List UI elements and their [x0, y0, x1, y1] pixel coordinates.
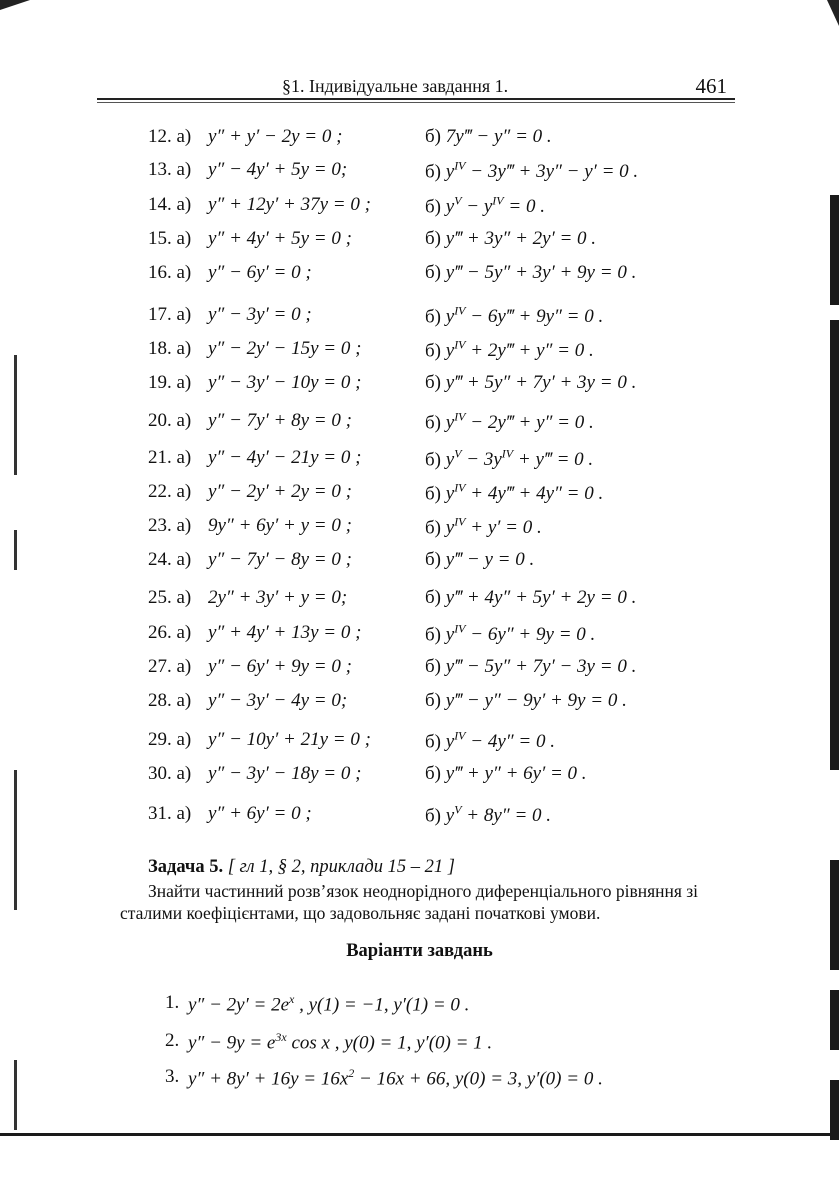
- equation-a: y″ − 3y′ = 0 ;: [208, 304, 312, 325]
- exercise-number: 12. а): [148, 126, 192, 147]
- exercise-row: [0, 481, 839, 511]
- equation-a: y″ + 6y′ = 0 ;: [208, 803, 312, 824]
- scan-edge-shadow: [830, 990, 839, 1050]
- exercise-row: [0, 338, 839, 368]
- equation-a: y″ − 3y′ − 18y = 0 ;: [208, 763, 362, 784]
- task-reference: [ гл 1, § 2, приклади 15 – 21 ]: [227, 857, 455, 877]
- equation-b: б) $y^{IV} - 6y'' + 9y = 0$ .: [425, 622, 596, 646]
- equation-a: 9y″ + 6y′ + y = 0 ;: [208, 515, 352, 536]
- exercise-number: 30. а): [148, 763, 192, 784]
- equation-b: б) y‴ − y = 0 .: [425, 549, 535, 570]
- exercise-row: [0, 410, 839, 440]
- variants-heading: Варіанти завдань: [346, 941, 493, 961]
- exercise-number: 24. а): [148, 549, 192, 570]
- equation-a: y″ − 10y′ + 21y = 0 ;: [208, 729, 371, 750]
- variant-equation: $y'' - 2y' = 2e^x$ , y(1) = −1, y′(1) = 0 .: [188, 992, 470, 1016]
- exercise-number: 15. а): [148, 228, 192, 249]
- exercise-row: [0, 159, 839, 189]
- equation-b: б) y‴ + 3y″ + 2y′ = 0 .: [425, 228, 597, 249]
- equation-b: б) $y^V + 8y'' = 0$ .: [425, 803, 552, 827]
- exercise-row: [0, 304, 839, 334]
- equation-a: y″ + 12y′ + 37y = 0 ;: [208, 194, 371, 215]
- exercise-row: [0, 194, 839, 224]
- exercise-row: [0, 262, 839, 292]
- header-title: §1. Індивідуальне завдання 1.: [282, 76, 509, 96]
- equation-a: y″ − 6y′ = 0 ;: [208, 262, 312, 283]
- exercise-number: 29. а): [148, 729, 192, 750]
- exercise-number: 13. а): [148, 159, 192, 180]
- task-description: [120, 880, 740, 924]
- task-label: Задача 5.: [148, 857, 224, 877]
- exercise-number: 20. а): [148, 410, 192, 431]
- exercise-row: [0, 228, 839, 258]
- equation-a: y″ − 4y′ + 5y = 0;: [208, 159, 348, 180]
- task-title: [148, 857, 455, 878]
- equation-b: б) $y^{IV}$ − 6y‴ + 9y″ = 0 .: [425, 304, 604, 328]
- equation-a: y″ − 2y′ − 15y = 0 ;: [208, 338, 362, 359]
- scan-edge-mark: [14, 1060, 17, 1130]
- exercise-number: 17. а): [148, 304, 192, 325]
- equation-a: y″ − 3y′ − 4y = 0;: [208, 690, 348, 711]
- exercise-number: 26. а): [148, 622, 192, 643]
- variant-number: 1.: [165, 992, 180, 1013]
- equation-b: б) $y^{IV}$ − 2y‴ + y″ = 0 .: [425, 410, 594, 434]
- equation-b: б) y‴ + 5y″ + 7y′ + 3y = 0 .: [425, 372, 637, 393]
- equation-b: б) $y^V - 3y^{IV}$ + y‴ = 0 .: [425, 447, 594, 471]
- equation-b: б) 7y‴ − y″ = 0 .: [425, 126, 552, 147]
- scan-edge-shadow: [830, 1080, 839, 1140]
- exercise-number: 21. а): [148, 447, 192, 468]
- variant-number: 2.: [165, 1030, 180, 1051]
- equation-b: б) $y^V - y^{IV} = 0$ .: [425, 194, 545, 218]
- exercise-number: 23. а): [148, 515, 192, 536]
- exercise-number: 18. а): [148, 338, 192, 359]
- equation-b: б) $y^{IV}$ + 2y‴ + y″ = 0 .: [425, 338, 594, 362]
- equation-b: б) $y^{IV} - 4y'' = 0$ .: [425, 729, 556, 753]
- equation-b: б) y‴ − 5y″ + 7y′ − 3y = 0 .: [425, 656, 637, 677]
- equation-b: б) $y^{IV}$ + 4y‴ + 4y″ = 0 .: [425, 481, 604, 505]
- exercise-number: 31. а): [148, 803, 192, 824]
- exercise-number: 28. а): [148, 690, 192, 711]
- scan-corner-mark: [827, 0, 839, 26]
- equation-a: 2y″ + 3y′ + y = 0;: [208, 587, 348, 608]
- equation-b: б) y‴ + y″ + 6y′ = 0 .: [425, 763, 587, 784]
- exercise-row: [0, 690, 839, 720]
- bottom-rule: [0, 1133, 830, 1136]
- equation-a: y″ − 4y′ − 21y = 0 ;: [208, 447, 362, 468]
- variant-number: 3.: [165, 1066, 180, 1087]
- exercise-number: 22. а): [148, 481, 192, 502]
- equation-b: б) y‴ − y″ − 9y′ + 9y = 0 .: [425, 690, 627, 711]
- exercise-row: [0, 372, 839, 402]
- exercise-row: [0, 447, 839, 477]
- header-rule: [97, 102, 735, 103]
- exercise-number: 27. а): [148, 656, 192, 677]
- equation-a: y″ − 6y′ + 9y = 0 ;: [208, 656, 352, 677]
- equation-a: y″ − 3y′ − 10y = 0 ;: [208, 372, 362, 393]
- exercise-row: [0, 729, 839, 759]
- exercise-row: [0, 126, 839, 156]
- variant-equation: $y'' - 9y = e^{3x}$ cos x , y(0) = 1, y′(0) = 1 .: [188, 1030, 493, 1054]
- exercise-row: [0, 549, 839, 579]
- page-header: [97, 76, 735, 100]
- exercise-number: 14. а): [148, 194, 192, 215]
- equation-a: y″ − 7y′ + 8y = 0 ;: [208, 410, 352, 431]
- equation-b: б) y‴ − 5y″ + 3y′ + 9y = 0 .: [425, 262, 637, 283]
- equation-a: y″ + 4y′ + 13y = 0 ;: [208, 622, 362, 643]
- exercise-number: 25. а): [148, 587, 192, 608]
- exercise-row: [0, 587, 839, 617]
- equation-b: б) y‴ + 4y″ + 5y′ + 2y = 0 .: [425, 587, 637, 608]
- equation-a: y″ + 4y′ + 5y = 0 ;: [208, 228, 352, 249]
- task-text: Знайти частинний розв’язок неоднорідного диференціального рівняння зі сталими коефіцієнтами, що задовольняє задані початкові умови.: [120, 881, 699, 923]
- page-number: 461: [695, 74, 727, 98]
- exercise-row: [0, 622, 839, 652]
- equation-b: б) $y^{IV} + y' = 0$ .: [425, 515, 542, 539]
- equation-b: б) $y^{IV}$ − 3y‴ + 3y″ − y′ = 0 .: [425, 159, 639, 183]
- scan-corner-mark: [0, 0, 30, 10]
- variant-equation: $y'' + 8y' + 16y = 16x^2 - 16x + 66$, y(0) = 3, y′(0) = 0 .: [188, 1066, 603, 1090]
- exercise-row: [0, 656, 839, 686]
- equation-a: y″ + y′ − 2y = 0 ;: [208, 126, 343, 147]
- exercise-row: [0, 803, 839, 833]
- exercise-number: 16. а): [148, 262, 192, 283]
- equation-a: y″ − 2y′ + 2y = 0 ;: [208, 481, 352, 502]
- exercise-row: [0, 515, 839, 545]
- equation-a: y″ − 7y′ − 8y = 0 ;: [208, 549, 352, 570]
- exercise-row: [0, 763, 839, 793]
- exercise-number: 19. а): [148, 372, 192, 393]
